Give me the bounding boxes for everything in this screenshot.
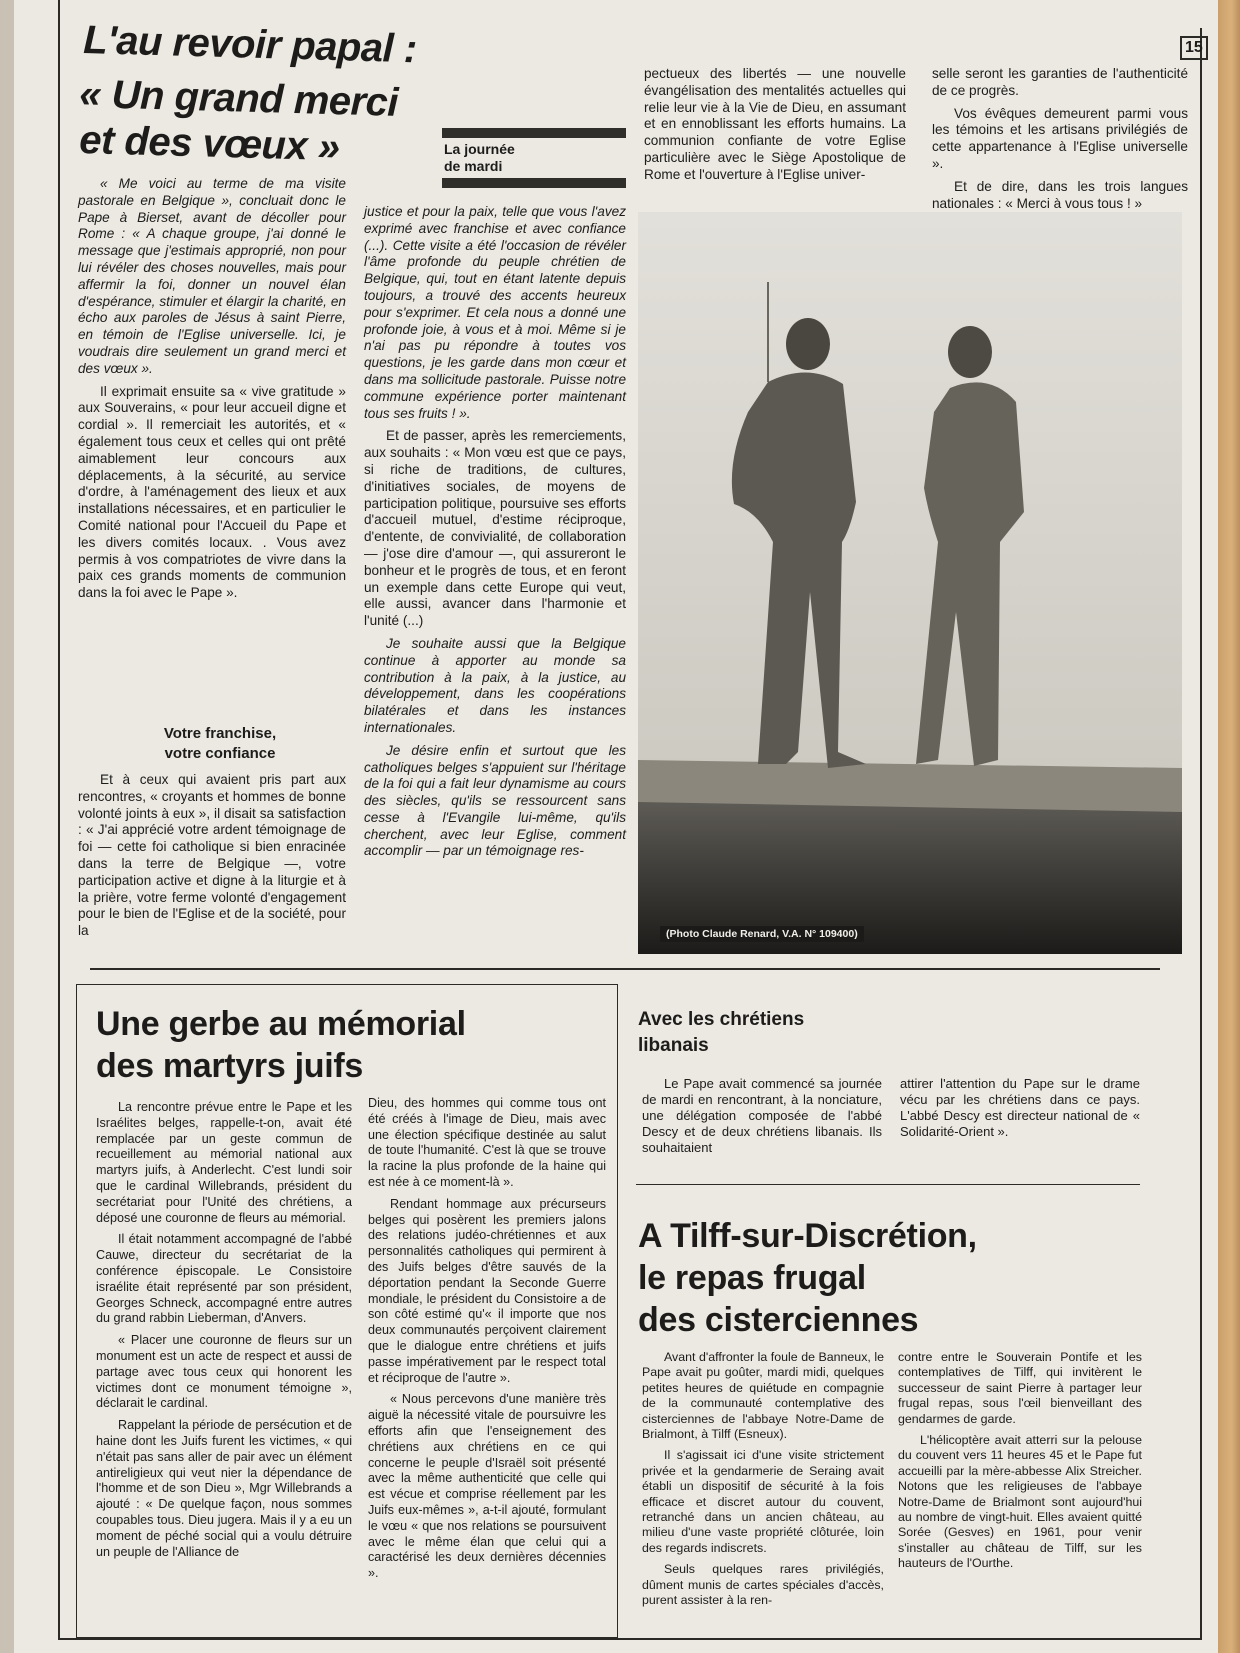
paragraph: L'hélicoptère avait atterri sur la pelouse du couvent vers 11 heures 45 et le Pape fut accueilli par la mère-abbesse Alix Streicher. Notons que les religieuses de l'abbaye Notre-Dame de Brialmont sont aujourd'hui au nombre de vingt-huit. Elles avaient quitté Sorée (Gesves) en 1961, pour venir s'installer au château de Tilff, sur les hauteurs de l'Ourthe.: [898, 1433, 1142, 1571]
subhead-line2: votre confiance: [164, 745, 276, 762]
liban-col2: [900, 1076, 1140, 1140]
paragraph: Rendant hommage aux précurseurs belges qui posèrent les premiers jalons des relations judéo-chrétiennes et aux personnalités catholiques qui permirent à des Juifs belges d'être sauvés de la déportation pendant la Seconde Guerre mondiale, le président du Consistoire a de son côté estimé qu'« il importe que nos deux communautés perçoivent clairement que le dialogue entre chrétiens et juifs passe impérativement par le respect total et réciproque de l'autre ».: [368, 1196, 606, 1385]
memorial-col1: [96, 1100, 352, 1560]
left-border: [58, 0, 60, 1640]
memorial-headline-line2: des martyrs juifs: [96, 1047, 364, 1085]
paragraph: Le Pape avait commencé sa journée de mardi en rencontrant, à la nonciature, une délégation composée de l'abbé Descy et de deux chrétiens libanais. Ils souhaitaient: [642, 1076, 882, 1155]
liban-divider: [636, 1184, 1140, 1185]
papal-col4: [932, 66, 1188, 212]
papal-col2: [364, 204, 626, 860]
paragraph: « Placer une couronne de fleurs sur un monument est un acte de respect et aussi de partage avec tous ceux qui honorent les victimes dont ce monument témoigne », déclarait le cardinal.: [96, 1333, 352, 1411]
memorial-headline-line1: Une gerbe au mémorial: [96, 1005, 466, 1043]
paragraph: « Nous percevons d'une manière très aiguë la nécessité vitale de poursuivre les efforts afin que l'enseignement des chrétiens aux chrétiens en ce qui concerne le peuple d'Israël soit présenté avec la même authenticité que celle qui est vécue et comprise réellement par les Juifs eux-mêmes », a-t-il ajouté, formulant le vœu « que nos relations se poursuivent avec le même élan que celui qui a caractérisé les deux dernières décennies ».: [368, 1392, 606, 1581]
memorial-col2: [368, 1096, 606, 1582]
tilff-headline-line1: A Tilff-sur-Discrétion,: [638, 1217, 977, 1255]
paragraph: Et de dire, dans les trois langues nationales : « Merci à vous tous ! »: [932, 178, 1188, 211]
kicker-bar-bottom: [442, 178, 626, 188]
paragraph: Il exprimait ensuite sa « vive gratitude » aux Souverains, « pour leur accueil digne et cordial ». Il remerciait les autorités, et « également tous ceux et celles qui ont prêté aimablement leur concours aux déplacements, à la sécurité, au service d'ordre, à l'aménagement des lieux et aux installations nécessaires, et en particulier le Comité national pour l'Accueil du Pape et les divers comités locaux. . Vous avez permis à vos compatriotes de vivre dans la paix ces grands moments de communion dans la foi avec le Pape ».: [78, 383, 346, 601]
paragraph: justice et pour la paix, telle que vous l'avez exprimé avec franchise et avec confiance (...). Cette visite a été l'occasion de révéler l'âme profonde du peuple chrétien de Belgique, qui, tout en étant latente depuis toujours, a trouvé des accents heureux pour s'exprimer. Et cela nous a donné une profonde joie, à vous et à moi. Même si je n'ai pas pu répondre à toutes vos questions, je les garde dans mon cœur et dans ma sollicitude pastorale. Puisse notre commune expérience porter maintenant tous ses fruits ! ».: [364, 204, 626, 421]
tilff-headline-line2: le repas frugal: [638, 1259, 866, 1297]
papal-headline-line3: et des vœux »: [78, 118, 341, 170]
paragraph: contre entre le Souverain Pontife et les contemplatives de Tilff, qui invitèrent le successeur de saint Pierre à partager leur frugal repas, sous l'œil bienveillant des gendarmes de garde.: [898, 1350, 1142, 1426]
paragraph: Je désire enfin et surtout que les catholiques belges s'appuient sur l'héritage de la foi qui a fait leur dynamisme au cours des siècles, qu'ils se ressourcent sans cesse à l'Evangile lui-même, qu'ils cherchent, avec leur Eglise, comment accomplir — par un témoignage res-: [364, 742, 626, 859]
tilff-headline-line3: des cisterciennes: [638, 1301, 919, 1339]
paragraph: Et de passer, après les remerciements, aux souhaits : « Mon vœu est que ce pays, si riche de traditions, de cultures, d'initiatives sociales, de moyens de participation politique, poursuive ses efforts d'accueil mutuel, d'estime réciproque, d'entente, de convivialité, de collaboration — j'ose dire d'amour —, qui assureront le bonheur et le progrès de tous, et en feront un exemple dans cette Europe qui veut, elle aussi, avancer dans l'harmonie et l'unité (...): [364, 428, 626, 629]
paragraph: Il était notamment accompagné de l'abbé Cauwe, directeur du secrétariat de la conférence épiscopale. Le Consistoire israélite était représenté par son président, Georges Schneck, accompagné entre autres du grand rabbin Lieberman, d'Anvers.: [96, 1232, 352, 1326]
photo-illustration: [638, 212, 1182, 954]
tilff-col2: [898, 1350, 1142, 1572]
papal-col3: [644, 66, 906, 184]
photo-two-men: [638, 212, 1182, 954]
right-border: [1200, 28, 1202, 1640]
bottom-border: [58, 1638, 1202, 1640]
paragraph: Vos évêques demeurent parmi vous les témoins et les artisans privilégiés de cette appartenance à l'Eglise universelle ».: [932, 105, 1188, 171]
kicker-line2: de mardi: [444, 158, 503, 174]
paragraph: Je souhaite aussi que la Belgique continue à apporter au monde sa contribution à la paix, à la justice, au développement, dans les coopérations bilatérales et dans les instances internationales.: [364, 635, 626, 735]
subhead-line1: Votre franchise,: [163, 725, 277, 742]
paragraph: pectueux des libertés — une nouvelle évangélisation des mentalités actuelles qui relie leur vie à la Vie de Dieu, en assumant et en ennoblissant les efforts humains. La communion confiante de votre Eglise particulière avec le Siège Apostolique de Rome et l'ouverture à l'Eglise univer-: [644, 66, 906, 182]
papal-headline-line2: « Un grand merci: [78, 72, 399, 125]
liban-col1: [642, 1076, 882, 1156]
paragraph: selle seront les garanties de l'authenticité de ce progrès.: [932, 66, 1188, 98]
paragraph: La rencontre prévue entre le Pape et les Israélites belges, rappelle-t-on, avait été remplacée par un geste commun de recueillement au mémorial national aux martyrs juifs, à Anderlecht. C'est lundi soir que le cardinal Willebrands, président du secrétariat pour l'Unité des chrétiens, a déposé une couronne de fleurs au mémorial.: [96, 1100, 352, 1225]
tilff-col1: [642, 1350, 884, 1609]
table-edge: [1218, 0, 1240, 1653]
paragraph: Rappelant la période de persécution et de haine dont les Juifs furent les victimes, « qui n'était pas sans aller de pair avec un élément antireligieux qui veut nier la dépendance de l'homme et de son Dieu », Mgr Willebrands a ajouté : « De quelque façon, nous sommes coupables tous. Dieu jugera. Mais il y a eu un moment de péché social qui a voulu détruire un peuple de l'Alliance de: [96, 1418, 352, 1559]
paragraph: « Me voici au terme de ma visite pastorale en Belgique », concluait donc le Pape à Bierset, avant de décoller pour Rome : « A chaque groupe, j'ai donné le message que j'estimais approprié, non pour lui révéler des choses nouvelles, mais pour affermir la foi, donner un nouvel élan d'espérance, stimuler et élargir la charité, en écho aux paroles de Jésus à saint Pierre, en témoin de l'Eglise universelle. Ici, je voudrais dire seulement un grand merci et des vœux ».: [78, 176, 346, 376]
section-divider: [90, 968, 1160, 970]
liban-headline-line2: libanais: [638, 1035, 709, 1056]
page-number: 15: [1180, 36, 1208, 60]
paragraph: Seuls quelques rares privilégiés, dûment munis de cartes spéciales d'accès, purent assister à la ren-: [642, 1562, 884, 1608]
photo-caption: (Photo Claude Renard, V.A. N° 109400): [660, 926, 864, 942]
paragraph: Et à ceux qui avaient pris part aux rencontres, « croyants et hommes de bonne volonté joints à eux », il disait sa satisfaction : « J'ai apprécié votre ardent témoignage de foi — cette foi catholique si bien enracinée dans la terre de Belgique —, votre participation active et digne à la liturgie et à la prière, votre ferme volonté d'engagement pour le bien de l'Eglise et de la société, pour la: [78, 772, 346, 939]
papal-col1: [78, 176, 346, 602]
kicker-bar-top: [442, 128, 626, 138]
liban-headline-line1: Avec les chrétiens: [638, 1009, 805, 1030]
paragraph: Avant d'affronter la foule de Banneux, le Pape avait pu goûter, mardi midi, quelques petites heures de quiétude en compagnie de la communauté contemplative des cisterciennes de l'abbaye Notre-Dame de Brialmont, à Tilff (Esneux).: [642, 1350, 884, 1442]
kicker-line1: La journée: [444, 141, 515, 157]
paragraph: Dieu, des hommes qui comme tous ont été créés à l'image de Dieu, mais avec une élection spécifique destinée au salut de toute l'humanité. C'est là que se trouve la racine la plus profonde de la haine qui est née à ce moment-là ».: [368, 1096, 606, 1189]
papal-col1b: [78, 772, 346, 940]
paragraph: attirer l'attention du Pape sur le drame vécu par les chrétiens dans ce pays. L'abbé Descy est directeur national de « Solidarité-Orient ».: [900, 1076, 1140, 1139]
papal-headline-line1: L'au revoir papal :: [82, 18, 418, 72]
paragraph: Il s'agissait ici d'une visite strictement privée et la gendarmerie de Seraing avait établi un dispositif de sécurité à la fois efficace et discret autour du couvent, retranché dans un ancien château, au milieu d'une vaste propriété clôturée, loin des regards indiscrets.: [642, 1448, 884, 1555]
